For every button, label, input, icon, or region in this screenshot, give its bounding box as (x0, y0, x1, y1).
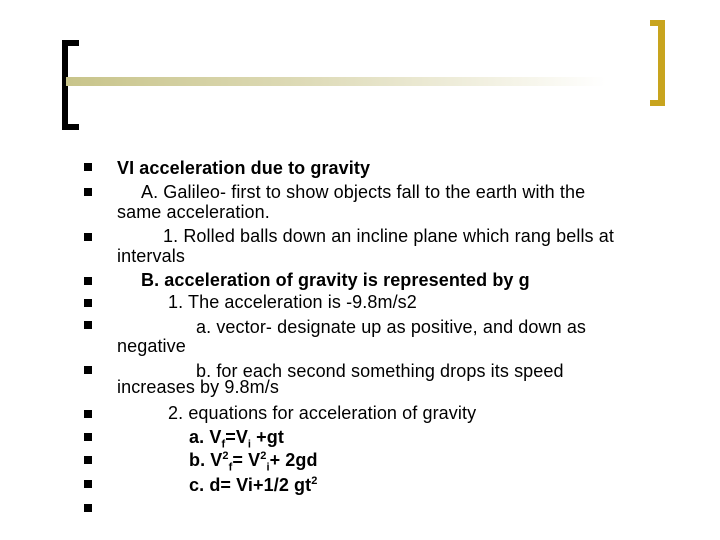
right-bracket-bottom (650, 100, 665, 106)
body-line: increases by 9.8m/s (117, 377, 279, 397)
equation-a (189, 427, 284, 451)
right-bracket-stem (658, 20, 665, 106)
left-bracket-bottom (62, 124, 79, 130)
bullet-icon (84, 410, 92, 418)
bullet-icon (84, 321, 92, 329)
subheading-line: B. acceleration of gravity is represented by g (141, 270, 530, 290)
bullet-icon (84, 188, 92, 196)
eq-b-prefix: b. V (189, 450, 223, 470)
eq-b-sub-f: f (228, 461, 233, 474)
eq-b-end: + 2gd (269, 450, 318, 470)
eq-b-sup-2: 2 (222, 450, 229, 462)
bullet-icon (84, 163, 92, 171)
equation-c (189, 476, 317, 494)
left-bracket-top (62, 40, 79, 46)
title-rule (66, 77, 606, 86)
body-line: same acceleration. (117, 202, 270, 222)
body-line: 2. equations for acceleration of gravity (168, 403, 477, 423)
body-line: b. for each second something drops its speed (196, 361, 564, 381)
body-line: intervals (117, 246, 185, 266)
bullet-icon (84, 299, 92, 307)
bullet-icon (84, 366, 92, 374)
bullet-icon (84, 456, 92, 464)
equation-b (189, 450, 318, 474)
eq-a-prefix: a. (189, 427, 210, 447)
right-bracket-top (650, 20, 665, 26)
body-line: A. Galileo- first to show objects fall to the earth with the (141, 182, 586, 202)
bullet-icon (84, 233, 92, 241)
eq-a-sub-f: f (221, 438, 226, 451)
bullet-icon (84, 480, 92, 488)
body-line: a. vector- designate up as positive, and down as (196, 317, 587, 337)
eq-a-end: +gt (251, 427, 284, 447)
eq-b-mid: = V (232, 450, 261, 470)
eq-b-sub-i: i (266, 461, 270, 474)
body-line: 1. The acceleration is -9.8m/s2 (168, 292, 417, 312)
eq-a-mid: =V (225, 427, 248, 447)
heading-line: VI acceleration due to gravity (117, 158, 371, 178)
eq-c-text: c. d= Vi+1/2 gt (189, 475, 312, 495)
bullet-icon (84, 277, 92, 285)
bullet-icon (84, 504, 92, 512)
body-line: 1. Rolled balls down an incline plane which rang bells at (163, 226, 614, 246)
eq-c-sup-2: 2 (311, 475, 318, 487)
eq-a-sub-i: i (247, 438, 252, 451)
body-line: negative (117, 336, 186, 356)
eq-a-v: V (209, 427, 222, 447)
eq-b-sup-2b: 2 (260, 450, 267, 462)
bullet-icon (84, 433, 92, 441)
